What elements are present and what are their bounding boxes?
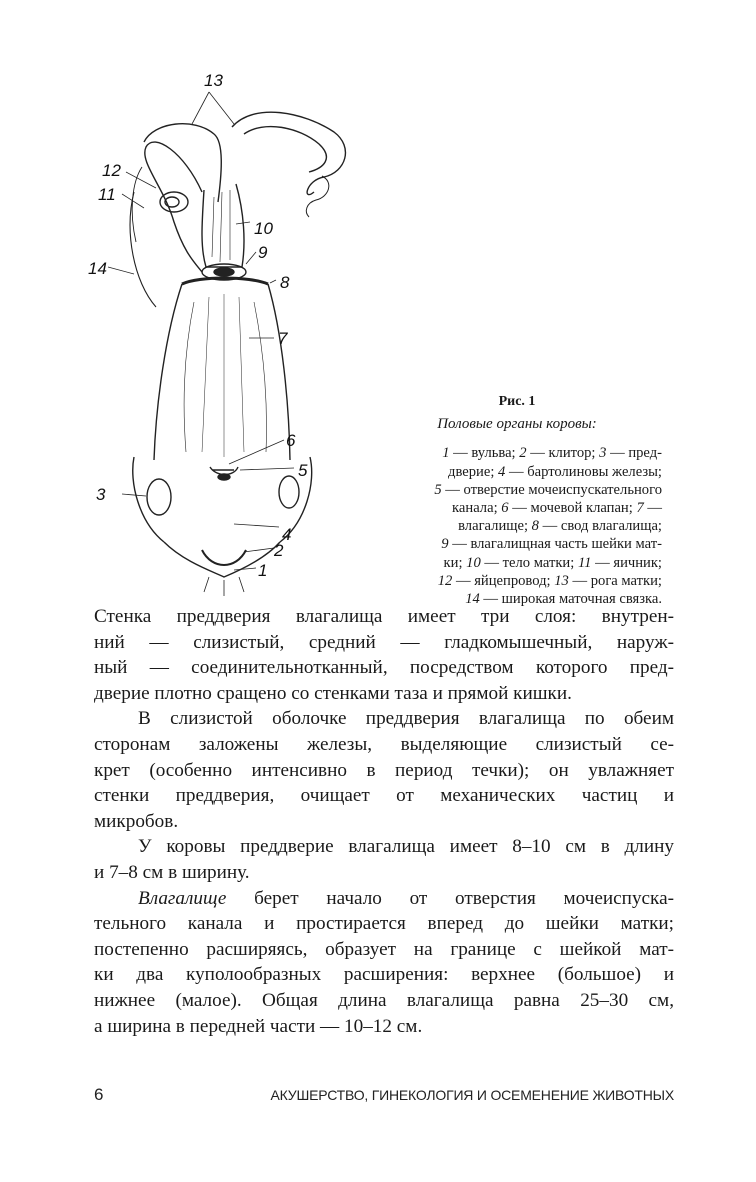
figure-label-5: 5	[298, 461, 308, 480]
text-segment: ки два куполообразных расширения: верхнее (большое) и	[94, 964, 674, 986]
text-segment: — свод влагалища;	[538, 518, 662, 535]
italic-text: 14	[465, 591, 480, 608]
page-number: 6	[94, 1085, 104, 1104]
figure-label-9: 9	[258, 243, 268, 262]
text-segment: стенки преддверия, очищает от механических частиц и	[94, 785, 674, 807]
italic-text: Влагалище	[138, 887, 227, 909]
text-segment: дверие плотно сращено со стенками таза и прямой кишки.	[94, 682, 572, 704]
text-segment: дверие;	[448, 463, 499, 480]
caption-line	[372, 572, 662, 590]
text-segment: тельного канала и простирается вперед до шейки матки;	[94, 913, 674, 935]
text-line	[94, 962, 674, 988]
text-line	[94, 809, 674, 835]
text-segment: В слизистой оболочке преддверия влагалища по обеим	[138, 708, 674, 730]
text-segment: — широкая маточная связка.	[479, 591, 662, 608]
italic-text: 6	[501, 500, 509, 517]
italic-text: 5	[434, 481, 442, 498]
text-segment: —	[643, 500, 662, 517]
text-segment: постепенно расширяясь, образует на границе с шейкой мат-	[94, 938, 674, 960]
figure-label-7: 7	[278, 329, 288, 348]
figure-label-8: 8	[280, 273, 290, 292]
vulva	[202, 550, 246, 565]
text-line	[94, 834, 674, 860]
italic-text: 13	[554, 572, 569, 589]
figure-label-13: 13	[204, 72, 223, 90]
text-segment: крет (особенно интенсивно в период течки); он увлажняет	[94, 759, 674, 781]
text-segment: ний — слизистый, средний — гладкомышечный, наруж-	[94, 631, 674, 653]
caption-legend	[372, 444, 662, 608]
text-line	[94, 1014, 674, 1040]
text-segment: — тело матки;	[480, 554, 578, 571]
figure-label-14: 14	[88, 259, 107, 278]
figure-label-10: 10	[254, 219, 273, 238]
figure-caption	[372, 393, 662, 608]
italic-text: 11	[577, 554, 592, 571]
text-segment: микробов.	[94, 810, 179, 832]
left-ovary	[160, 192, 188, 212]
text-line	[94, 783, 674, 809]
text-line	[94, 706, 674, 732]
caption-line	[372, 481, 662, 499]
text-line	[94, 655, 674, 681]
italic-text: 10	[466, 554, 481, 571]
text-segment: — яйцепровод;	[452, 572, 555, 589]
italic-text: 12	[437, 572, 453, 589]
paragraph	[94, 886, 674, 1040]
caption-line	[372, 463, 662, 481]
caption-subtitle: Половые органы коровы:	[437, 416, 597, 433]
figure-label-12: 12	[102, 161, 121, 180]
body-text	[94, 604, 674, 1039]
caption-line	[372, 535, 662, 553]
text-segment: и 7–8 см в ширину.	[94, 861, 250, 883]
text-segment: — пред-	[606, 445, 662, 462]
text-segment: — клитор;	[526, 445, 600, 462]
paragraph	[94, 706, 674, 834]
italic-text: 7	[636, 500, 644, 517]
text-segment: Стенка преддверия влагалища имеет три слоя: внутрен-	[94, 606, 674, 627]
text-line	[94, 732, 674, 758]
text-line	[94, 630, 674, 656]
text-line	[94, 937, 674, 963]
text-line	[94, 860, 674, 886]
text-segment: сторонам заложены железы, выделяющие слизистый се-	[94, 733, 674, 755]
text-segment: а ширина в передней части — 10–12 см.	[94, 1015, 423, 1037]
bartholin-gland	[147, 479, 171, 515]
italic-text: 3	[599, 445, 607, 462]
caption-line	[372, 517, 662, 535]
text-segment: канала;	[452, 500, 502, 517]
italic-text: 1	[442, 445, 450, 462]
text-segment: берет начало от отверстия мочеиспуска-	[226, 887, 674, 909]
text-line	[94, 911, 674, 937]
text-segment: влагалище;	[458, 518, 532, 535]
text-segment: — вульва;	[449, 445, 520, 462]
text-line	[94, 886, 674, 912]
figure-label-3: 3	[96, 485, 106, 504]
figure-label-11: 11	[98, 185, 116, 204]
text-segment: У коровы преддверие влагалища имеет 8–10 см в длину	[138, 836, 674, 858]
caption-line	[372, 554, 662, 572]
italic-text: 9	[441, 536, 449, 553]
figure-label-1: 1	[258, 561, 268, 580]
uterine-body	[202, 184, 244, 267]
cow-reproductive-organs-illustration	[84, 72, 374, 602]
text-line	[94, 988, 674, 1014]
text-segment: ки;	[443, 554, 467, 571]
anatomical-figure	[84, 72, 374, 602]
running-title: АКУШЕРСТВО, ГИНЕКОЛОГИЯ И ОСЕМЕНЕНИЕ ЖИВОТНЫХ	[270, 1087, 674, 1103]
text-segment: — влагалищная часть шейки мат-	[448, 536, 662, 553]
text-line	[94, 758, 674, 784]
caption-title: Рис. 1	[498, 394, 536, 409]
text-line	[94, 604, 674, 630]
figure-label-4: 4	[282, 525, 292, 544]
figure-label-6: 6	[286, 431, 296, 450]
vaginal-fornix	[182, 278, 268, 284]
italic-text: 2	[519, 445, 527, 462]
text-segment: — мочевой клапан;	[508, 500, 637, 517]
text-segment: — отверстие мочеиспускательного	[441, 481, 662, 498]
text-segment: нижнее (малое). Общая длина влагалища равна 25–30 см,	[94, 989, 674, 1011]
italic-text: 8	[531, 518, 539, 535]
urethral-opening	[218, 474, 230, 480]
caption-line	[372, 444, 662, 462]
text-line	[94, 681, 674, 707]
text-segment: — рога матки;	[568, 572, 662, 589]
text-segment: — бартолиновы железы;	[505, 463, 662, 480]
paragraph	[94, 834, 674, 885]
caption-line	[372, 499, 662, 517]
figure-label-2: 2	[274, 541, 284, 560]
broad-ligament	[130, 192, 156, 307]
text-segment: ный — соединительнотканный, посредством которого пред-	[94, 657, 674, 679]
vagina	[154, 284, 290, 460]
italic-text: 4	[498, 463, 506, 480]
paragraph	[94, 604, 674, 706]
text-segment: — яичник;	[591, 554, 662, 571]
